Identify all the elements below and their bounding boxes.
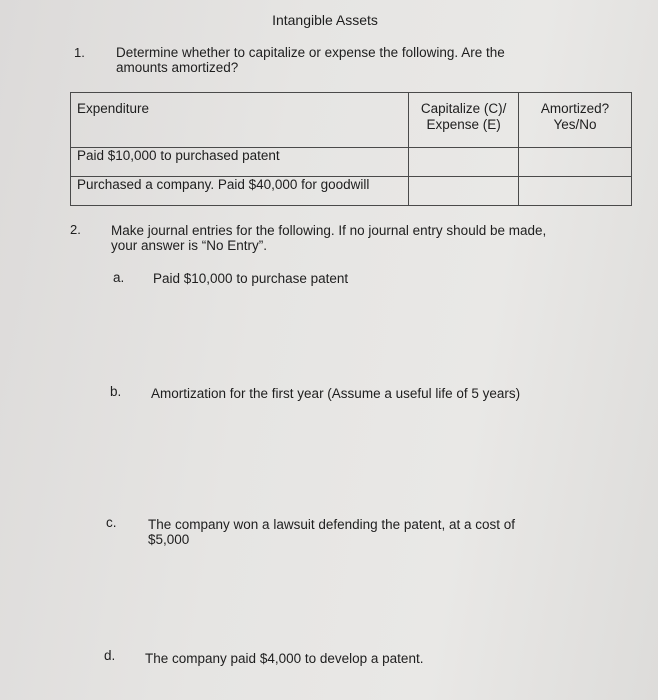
table-header-row [71, 93, 632, 148]
header-amortized-line-2: Yes/No [553, 117, 597, 132]
question-2-line-1: Make journal entries for the following. If no journal entry should be made, [111, 223, 547, 238]
item-c-letter: c. [106, 515, 117, 530]
question-1-text [116, 45, 505, 75]
item-a-letter: a. [113, 270, 125, 285]
row-1-expenditure: Paid $10,000 to purchased patent [71, 148, 409, 177]
question-1-line-1: Determine whether to capitalize or expense the following. Are the [116, 45, 505, 60]
row-2-capitalize-cell[interactable] [409, 177, 519, 206]
header-capitalize-line-2: Expense (E) [426, 117, 501, 132]
question-2-text [111, 223, 546, 253]
row-1-amortized-cell[interactable] [519, 148, 632, 177]
item-c-line-2: $5,000 [148, 532, 190, 547]
expenditure-table [70, 92, 632, 206]
header-capitalize-line-1: Capitalize (C)/ [420, 101, 507, 116]
header-amortized [519, 93, 632, 148]
table-row [71, 148, 632, 177]
row-1-capitalize-cell[interactable] [409, 148, 519, 177]
page-title: Intangible Assets [272, 12, 378, 28]
item-b-text: Amortization for the first year (Assume a useful life of 5 years) [151, 386, 521, 401]
item-a-text: Paid $10,000 to purchase patent [153, 271, 349, 286]
question-2-line-2: your answer is “No Entry”. [111, 238, 268, 253]
item-c-text [148, 517, 515, 547]
row-2-expenditure: Purchased a company. Paid $40,000 for goodwill [71, 177, 409, 206]
item-b-letter: b. [110, 384, 122, 399]
row-2-amortized-cell[interactable] [519, 177, 632, 206]
header-amortized-line-1: Amortized? [540, 101, 610, 116]
item-c-line-1: The company won a lawsuit defending the patent, at a cost of [148, 517, 515, 532]
question-1-line-2: amounts amortized? [116, 60, 239, 75]
item-d-letter: d. [104, 648, 116, 663]
header-capitalize-expense [409, 93, 519, 148]
header-expenditure: Expenditure [71, 93, 409, 148]
question-1-number: 1. [74, 45, 85, 60]
table-row [71, 177, 632, 206]
item-d-text: The company paid $4,000 to develop a patent. [145, 651, 424, 666]
question-2-number: 2. [70, 222, 81, 237]
